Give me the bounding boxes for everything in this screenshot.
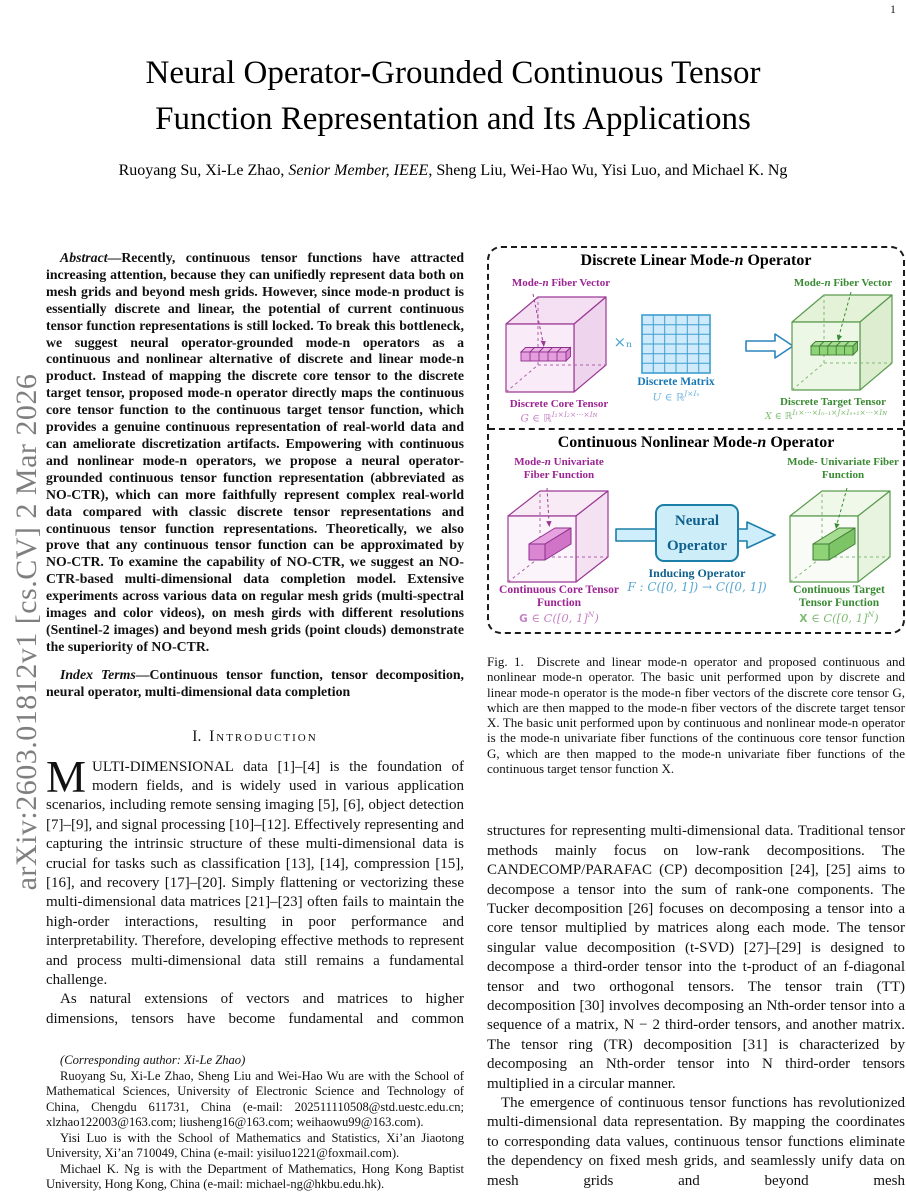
panel2-title [489, 434, 903, 452]
panel1-title [489, 252, 903, 270]
mode-n-univariate-fiber-label-left [503, 456, 615, 482]
discrete-target-tensor-formula [747, 408, 905, 422]
page-number: 1 [890, 2, 896, 16]
formula-sup: J×Iₙ [684, 389, 700, 398]
intro-p1-text: ULTI-DIMENSIONAL data [1]–[4] is the foundation of modern fields, and is widely used in various application scenarios, including remote sensing imaging [5], [6], object detection [7]–[9], and signal processing [10]–[12]. Effectively representing and capturing the intrinsic structure of these multi-dimensional data is crucial for tasks such as classification [13], [14], compression [15], [16], and recovery [17]–[20]. Simply flattening or vectorizing these multi-dimensional data matrices [21]–[23] often fails to maintain the high-order interactions, resulting in poor performance and interpretability. Therefore, developing effective methods to represent and process multi-dimensional data still remains a fundamental challenge. [46, 758, 464, 989]
fiber-label-pre: Mode- [787, 456, 818, 468]
section-number: I. [192, 727, 202, 745]
formula-sup: I₁×···×Iₙ₋₁×J×Iₙ₊₁×···×Iɴ [792, 408, 888, 417]
continuous-core-tensor-formula: G ∈ C([0, 1]$^N$) [519, 610, 599, 625]
left-column [46, 250, 464, 1193]
fiber-label-n: n [542, 277, 549, 289]
continuous-target-tensor-label: Continuous Target Tensor Function [793, 584, 885, 609]
discrete-core-tensor-label: Discrete Core Tensor [509, 398, 609, 410]
mode-n-product-symbol: ×ₙ [613, 333, 633, 351]
discrete-target-tensor-label: Discrete Target Tensor [779, 396, 887, 408]
formula-rest: ∈ C([0, 1]$^N$) [811, 610, 879, 625]
mode-n-fiber-vector-label-left [501, 277, 621, 290]
formula-rest: ∈ C([0, 1]$^N$) [531, 610, 599, 625]
formula-base: X ∈ ℝ [764, 411, 793, 423]
fiber-label-pre: Mode- [511, 277, 543, 289]
abstract-paragraph [46, 250, 464, 656]
discrete-matrix-grid [641, 314, 711, 374]
discrete-core-tensor-formula [491, 410, 627, 425]
drop-cap: M [46, 751, 87, 802]
figure-1 [487, 246, 905, 634]
panel2-title-n: n [757, 434, 767, 451]
caption-label: Fig. 1. [487, 654, 524, 669]
mode-n-fiber-vector-label-right [787, 277, 899, 290]
right-column [487, 246, 905, 1191]
corresponding-author-note: (Corresponding author: Xi-Le Zhao) [60, 1053, 246, 1068]
abstract-label: Abstract [60, 250, 108, 265]
neural-operator-box [655, 504, 739, 562]
formula-sup: I₁×I₂×···×Iɴ [551, 410, 598, 419]
authors-membership: Senior Member, IEEE [288, 162, 429, 179]
footnote-affiliation-3: Michael K. Ng is with the Department of Mathematics, Hong Kong Baptist University, Hong Kong, China (e-mail: michael-ng@hkbu.edu.hk). [46, 1161, 464, 1192]
index-terms-text: —Continuous tensor function, tensor decomposition, neural operator, multi-dimensional data completion [46, 666, 464, 699]
intro-p2-text: As natural extensions of vectors and matrices to higher dimensions, tensors have become fundamental and common [46, 991, 464, 1027]
mode-n-fiber-cubes [811, 342, 858, 356]
formula-base: G ∈ ℝ [520, 412, 552, 425]
neural-box-line1: Neural [674, 513, 720, 529]
continuous-target-tensor-formula: X ∈ C([0, 1]$^N$) [799, 610, 879, 625]
inducing-operator-label: Inducing Operator [648, 566, 746, 580]
discrete-core-tensor-cube [501, 292, 613, 398]
index-terms-paragraph [46, 667, 464, 701]
formula-sup: N [587, 610, 595, 619]
section-heading-introduction [46, 728, 464, 746]
authors-pre: Ruoyang Su, Xi-Le Zhao, [118, 162, 289, 179]
formula-sup: N [867, 610, 875, 619]
paper-header [90, 50, 816, 180]
mode-n-fiber-cubes [521, 348, 571, 362]
fiber-label-n: n [544, 456, 551, 468]
author-line [90, 162, 816, 180]
intro-paragraph-2 [46, 990, 464, 1029]
right-paragraph-1: structures for representing multi-dimensional data. Traditional tensor methods mainly focus on low-rank decompositions. The CANDECOMP/PARAFAC (CP) decomposition [24], [25] aims to decompose a tensor into the sum of rank-one components. The Tucker decomposition [26] focuses on decomposing a tensor into a core tensor multiplied by matrices along each mode. The tensor singular value decomposition (t-SVD) [27]–[29] is designed to decompose a third-order tensor into the t-product of an f-diagonal tensor and two orthogonal tensors. The tensor train (TT) decomposition [30] involves decomposing an Nth-order tensor into a sequence of a matrix, N − 2 third-order tensors, and another matrix. The tensor ring (TR) decomposition [31] is characterized by decomposing an Nth-order tensor into N third-order tensors multiplied in a circular manner. [487, 823, 905, 1092]
panel2-title-pre: Continuous Nonlinear Mode- [557, 434, 758, 451]
neural-box-line2: Operator [667, 538, 727, 554]
fiber-label-post: Fiber Vector [830, 277, 893, 289]
title-line1: Neural Operator-Grounded Continuous Tensor [145, 55, 761, 91]
panel-divider [489, 428, 903, 430]
continuous-target-tensor-cube [785, 486, 897, 588]
intro-paragraph-1 [46, 751, 464, 991]
footnote-affiliation-2: Yisi Luo is with the School of Mathematics and Statistics, Xi’an Jiaotong University, Xi’an 710049, China (e-mail: yisiluo1221@foxmail.com). [46, 1130, 464, 1161]
panel1-title-post: Operator [743, 252, 812, 269]
formula-base: U ∈ ℝ [652, 391, 685, 404]
continuous-core-tensor-label: Continuous Core Tensor Function [499, 584, 619, 609]
panel2-title-post: Operator [766, 434, 835, 451]
footnote-affiliation-1: Ruoyang Su, Xi-Le Zhao, Sheng Liu and Wei-Hao Wu are with the School of Mathematical Sciences, University of Electronic Science and Technology of China, Chengdu 611731, China (e-mail: 202511110508@std.uestc.edu.cn; xlzhao122003@163.com; liusheng16@163.com; weihaowu99@163.com). [46, 1068, 464, 1130]
caption-text: Discrete and linear mode-n operator and proposed continuous and nonlinear mode-n operator. The basic unit performed upon by discrete and linear mode-n operator is the mode-n fiber vectors of the discrete core tensor G, which are then mapped to the mode-n fiber vectors of the discrete target tensor X. The basic unit performed upon by continuous and nonlinear mode-n operator is the mode-n univariate fiber functions of the continuous core tensor function G, which are then mapped to the mode-n univariate fiber functions of the continuous target tensor function X. [487, 654, 906, 777]
fiber-label-n: n [824, 277, 831, 289]
footnote-block [46, 1053, 464, 1193]
section-title: Introduction [209, 727, 318, 745]
fiber-label-post: Fiber Vector [548, 277, 611, 289]
mode-n-univariate-fiber-label-right [787, 456, 899, 482]
fiber-label-post: Univariate Fiber Function [523, 456, 604, 481]
fiber-label-pre: Mode- [514, 456, 545, 468]
inducing-operator-formula: F : C([0, 1]) → C([0, 1]) [627, 580, 767, 594]
discrete-target-tensor-cube [787, 290, 899, 396]
discrete-matrix-label: Discrete Matrix [637, 376, 715, 388]
fiber-label-post: Univariate Fiber Function [817, 456, 899, 481]
title-line2: Function Representation and Its Applications [155, 101, 751, 137]
right-paragraph-2: The emergence of continuous tensor functions has revolutionized multi-dimensional data representation. By mapping the coordinates to corresponding data values, continuous tensor functions eliminate the dependency on fixed mesh grids, and seamlessly unify data on mesh grids and beyond mesh [487, 1095, 905, 1189]
discrete-matrix-formula [611, 389, 741, 404]
authors-post: , Sheng Liu, Wei-Hao Wu, Yisi Luo, and Michael K. Ng [428, 162, 788, 179]
abstract-text: —Recently, continuous tensor functions have attracted increasing attention, because they can unifiedly represent data both on mesh grids and beyond mesh grids. However, since mode-n product is essentially discrete and linear, the potential of current continuous tensor function representations is still locked. To break this bottleneck, we suggest neural operator-grounded mode-n operators as a continuous and nonlinear alternative of discrete and linear mode-n product. Instead of mapping the discrete core tensor to the discrete target tensor, proposed mode-n operator directly maps the continuous core tensor function to the continuous target tensor function, which provides a genuine continuous representation of real-world data and can ameliorate discretization artifacts. Empowering with continuous and nonlinear mode-n operators, we propose a neural operator-grounded continuous tensor function representation (abbreviated as NO-CTR), which can more faithfully represent complex real-world data compared with classic discrete tensor representations and continuous tensor function representations. Theoretically, we also prove that any continuous tensor function can be approximated by NO-CTR. To examine the capability of NO-CTR, we suggest an NO-CTR-based multi-dimensional data completion model. Extensive experiments across various data on regular mesh grids (multi-spectral images and color videos), on mesh girds with different resolutions (Sentinel-2 images) and beyond mesh grids (point clouds) demonstrate the superiority of NO-CTR. [46, 250, 464, 654]
panel1-title-pre: Discrete Linear Mode- [580, 252, 735, 269]
paper-title [90, 50, 816, 142]
figure-1-caption [487, 654, 905, 776]
arxiv-sidebar-banner: arXiv:2603.01812v1 [cs.CV] 2 Mar 2026 [10, 373, 43, 891]
panel1-title-n: n [734, 252, 744, 269]
fiber-label-pre: Mode- [793, 277, 825, 289]
continuous-core-tensor-cube [503, 486, 615, 588]
index-terms-label: Index Terms [60, 666, 136, 682]
